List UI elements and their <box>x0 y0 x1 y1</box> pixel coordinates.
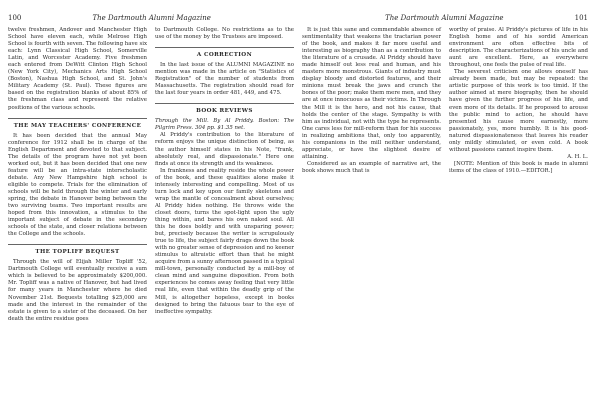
paragraph: Considered as an example of narrative art, the book shows much that is <box>302 160 441 174</box>
section-divider <box>155 103 294 104</box>
paragraph: In the last issue of the ALUMNI MAGAZINE no mention was made in the article on "Statistics of Registration" of the number of students from Massachusetts. The registration should read for the last four years in order 481, 449, and 475. <box>155 62 294 97</box>
section-divider <box>155 47 294 48</box>
section-heading: THE TOPLIFF BEQUEST <box>35 249 120 256</box>
paragraph: to Dartmouth College. No restrictions as to the use of the money by the Trustees are imposed. <box>155 27 294 41</box>
section-heading: BOOK REVIEWS <box>196 108 253 115</box>
paragraph: It has been decided that the annual May conference for 1912 shall be in charge of the English Department and devoted to that subject. The details of the program have not yet been worked out, but it has been decided that one new feature will be an intra-state interscholastic debate. Any New Hampshire high school is eligible to compete. Trials for the elimination of schools will be held through the winter and early spring, the debate in Hanover being between the two surviving teams. Two important results are hoped from this innovation, a stimulus to the important subject of debate in the secondary schools of the state, and closer relations between the College and the schools. <box>8 132 147 238</box>
running-title: The Dartmouth Alumni Magazine <box>92 14 211 22</box>
section-divider <box>8 118 147 119</box>
editor-note: [NOTE: Mention of this book is made in alumni items of the class of 1910.—EDITOR.] <box>449 160 588 174</box>
paragraph: In frankness and reality reside the whole power of the book, and these qualities alone make it intensely interesting and compelling. Most of us turn lock and key upon our family skeletons and wrap the mantle of concealment about ourselves; Al Priddy hides nothing. He throws wide the closet doors, turns the spot-light upon the ugly thing within, and bares his own naked soul. All this he does boldly and with unsparing power; but, precisely because the writer is scrupulously true to life, the subject fairly drags down the book with no greater sense of depression and no keener stimulus to altruistic effort than that he might acquire from a sunny afternoon passed in a typical mill-town, personally conducted by a mill-boy of clean mind and sanguine disposition. From both experiences he comes away feeling that very little real life, even that within the deadly grip of the Mill, is altogether hopeless, except in books designed to bring the fatuous tear to the eye of ineffective sympathy. <box>155 167 294 315</box>
section-heading: THE MAY TEACHERS' CONFERENCE <box>13 122 142 129</box>
section-divider <box>8 244 147 245</box>
paragraph: Al Priddy's contribution to the literature of reform enjoys the unique distinction of being, as the author himself states in his Note, "frank, absolutely real, and dispassionate." Here one finds at once its strength and its weakness. <box>155 132 294 167</box>
paragraph: The severest criticism one allows oneself has already been made, but may be repeated: the artistic purpose of this work is too timid. If the author aimed at mere biography, then he should have given the further progress of his life, and even more of its details. If he proposed to arouse the public mind to action, he should have presented his cause more earnestly, more passionately, yes, more humbly. It is his good-natured dispassionateness that leaves his reader only mildly stimulated, or even cold. A book without passions cannot inspire them. <box>449 69 588 153</box>
section-heading: A CORRECTION <box>196 52 253 59</box>
right-column-2 <box>449 27 588 175</box>
paragraph: twelve freshmen, Andover and Manchester High School have eleven each, while Melrose High School is fourth with seven. The following have six each: Lynn Classical High School, Somerville Latin, and Worcester Academy. Five freshmen each entered from DeWitt Clinton High School (New York City), Mechanics Arts High School (Boston), Nashua High School, and St. John's Military Academy (St. Paul). These figures are based on the registration blanks of about 85% of the freshman class and represent the relative positions of the various schools. <box>8 27 147 111</box>
book-citation: Through the Mill. By Al Priddy. Boston: The Pilgrim Press. 304 pp. $1.35 net. <box>155 118 294 132</box>
page-number: 101 <box>574 14 588 22</box>
running-title: The Dartmouth Alumni Magazine <box>385 14 504 22</box>
right-page <box>302 14 588 414</box>
review-signature: A. H. L. <box>567 153 588 160</box>
left-column-1 <box>8 27 147 323</box>
paragraph: worthy of praise. Al Priddy's pictures of life in his English home and of his sordid American environment are often effective bits of description. The characterizations of his uncle and aunt are excellent. Here, as everywhere throughout, one feels the pulse of real life. <box>449 27 588 69</box>
left-column-2 <box>155 27 294 323</box>
paragraph: It is just this sane and commendable absence of sentimentality that weakens the tractarian power of the book, and makes it far more useful and interesting as biography than as a contribution to the literature of a crusade. Al Priddy should have made himself out less real and human, and his masters more monstrous. Giants of industry must display bloody and distorted features, and their minions must break the jaws and crunch the bones of the poor; make them mere men, and they are at once innocuous as their victims. In Through the Mill it is the hero, and not his cause, that holds the center of the stage. Sympathy is with him as individual, not with the type he represents. One cares less for mill-reform than for his success in realizing ambitions that, only too apparently, his companions in the mill neither understand, appreciate, or have the slightest desire of attaining. <box>302 27 441 160</box>
right-column-1 <box>302 27 441 175</box>
paragraph: Through the will of Elijah Miller Topliff '52, Dartmouth College will eventually receive a sum which is believed to be approximately $200,000. Mr. Topliff was a native of Hanover, but had lived for many years in Manchester where he died November 21st. Bequests totalling $25,000 are made and the interest in the remainder of the estate is given to a sister of the deceased. On her death the entire residue goes <box>8 259 147 322</box>
running-head <box>302 14 588 23</box>
left-page <box>8 14 294 414</box>
page-number: 100 <box>8 14 22 22</box>
running-head <box>8 14 294 23</box>
